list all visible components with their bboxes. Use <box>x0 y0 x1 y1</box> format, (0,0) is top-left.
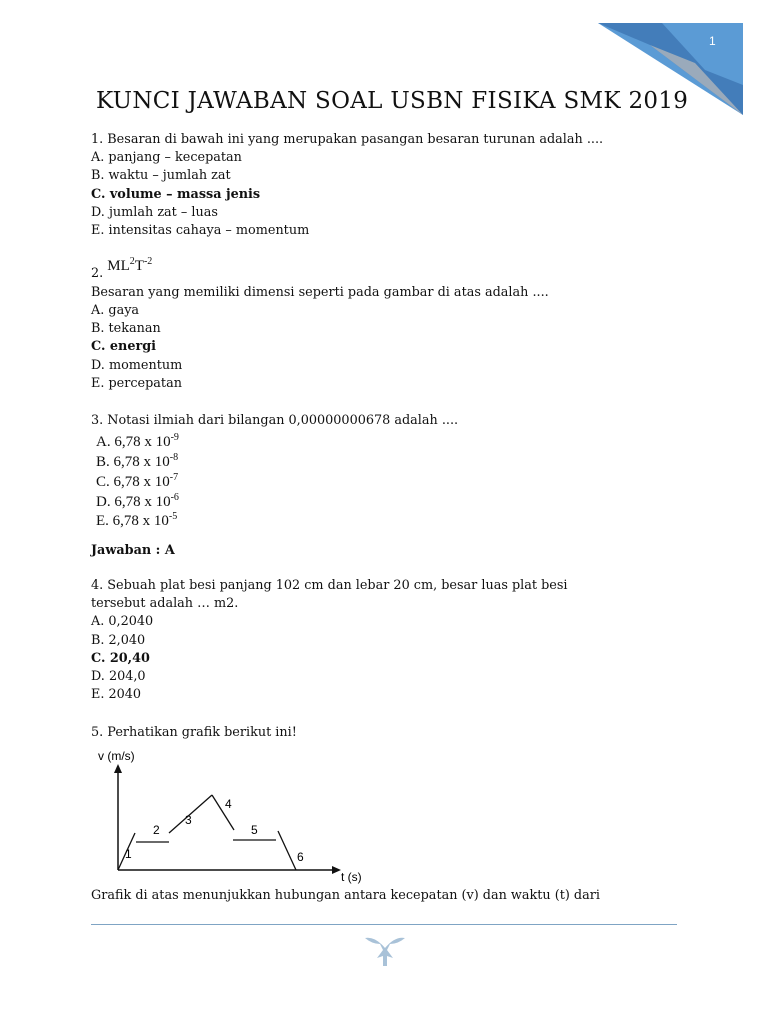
option: D. momentum <box>91 357 183 373</box>
option: D. 6,78 x $10^{-6}$ <box>96 491 179 510</box>
question-number: 2. <box>91 266 104 281</box>
correct-option: C. 20,40 <box>91 650 150 666</box>
option: B. 6,78 x $10^{-8}$ <box>96 452 179 470</box>
segment-label: 3 <box>185 813 192 827</box>
segment-label: 4 <box>225 797 232 811</box>
question-5 <box>91 724 297 742</box>
segment-6 <box>278 831 296 870</box>
segment-label: 1 <box>125 847 132 861</box>
velocity-time-graph <box>91 745 371 890</box>
option: D. jumlah zat – luas <box>91 204 218 220</box>
option: A. 0,2040 <box>91 614 154 630</box>
option: B. 2,040 <box>91 632 146 648</box>
question-5-continued <box>91 887 600 905</box>
question-2 <box>91 256 549 393</box>
question-1 <box>91 131 603 240</box>
question-text: tersebut adalah … m2. <box>91 596 239 612</box>
question-text: 3. Notasi ilmiah dari bilangan 0,00000000678 adalah .... <box>91 413 459 428</box>
segment-label: 5 <box>251 823 258 837</box>
question-text: 4. Sebuah plat besi panjang 102 cm dan lebar 20 cm, besar luas plat besi <box>91 578 568 593</box>
segment-label: 6 <box>297 850 304 864</box>
y-axis-label: v (m/s) <box>98 749 135 763</box>
correct-option: C. energi <box>91 339 157 355</box>
question-text: Grafik di atas menunjukkan hubungan antara kecepatan (v) dan waktu (t) dari <box>91 888 600 903</box>
footer-logo-icon <box>360 930 410 970</box>
option: E. percepatan <box>91 375 182 391</box>
question-4 <box>91 577 568 704</box>
question-text: 1. Besaran di bawah ini yang merupakan pasangan besaran turunan adalah .... <box>91 132 604 147</box>
option: E. intensitas cahaya – momentum <box>91 223 310 239</box>
correct-option: C. volume – massa jenis <box>91 186 261 202</box>
page-number: 1 <box>709 34 716 48</box>
footer-divider <box>91 924 677 925</box>
page-title: KUNCI JAWABAN SOAL USBN FISIKA SMK 2019 <box>96 88 689 114</box>
question-text: Besaran yang memiliki dimensi seperti pada gambar di atas adalah .... <box>91 284 549 300</box>
option: A. panjang – kecepatan <box>91 150 242 166</box>
option: A. gaya <box>91 303 140 318</box>
option: B. tekanan <box>91 321 161 337</box>
segment-label: 2 <box>153 823 160 837</box>
question-text: 5. Perhatikan grafik berikut ini! <box>91 725 297 740</box>
question-3 <box>91 412 458 560</box>
option: A. 6,78 x $10^{-9}$ <box>96 432 179 451</box>
option: D. 204,0 <box>91 669 146 685</box>
option: E. 6,78 x $10^{-5}$ <box>96 511 178 530</box>
option: C. 6,78 x $10^{-7}$ <box>96 471 179 490</box>
dimension-formula: $ML^2T^{-2}$ <box>107 256 153 274</box>
answer: Jawaban : A <box>91 543 175 559</box>
x-axis-label: t (s) <box>341 870 362 884</box>
option: B. waktu – jumlah zat <box>91 168 231 184</box>
option: E. 2040 <box>91 687 142 703</box>
options-image <box>96 433 458 532</box>
